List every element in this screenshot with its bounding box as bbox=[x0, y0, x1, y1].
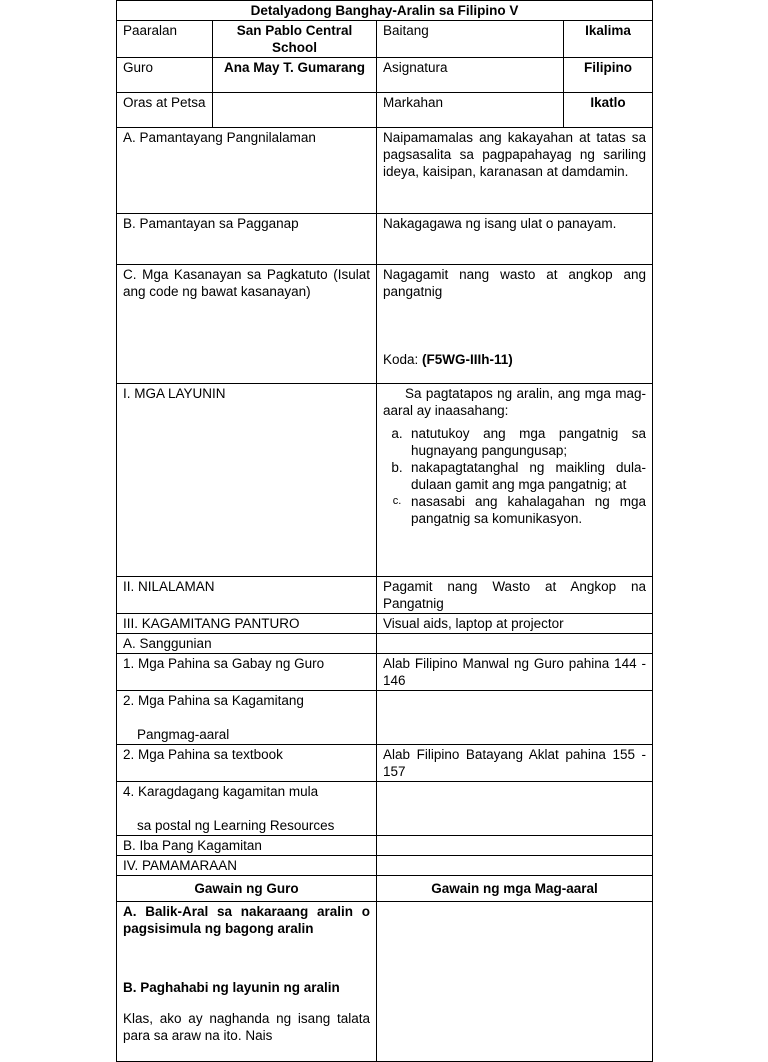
nilalaman-value: Pagamit nang Wasto at Angkop na Pangatnig bbox=[377, 577, 653, 614]
layunin-label: I. MGA LAYUNIN bbox=[117, 384, 377, 577]
layunin-cell bbox=[377, 384, 653, 577]
kagamitan-label: III. KAGAMITANG PANTURO bbox=[117, 614, 377, 634]
baitang-value: Ikalima bbox=[564, 21, 653, 58]
kasanayan-label: C. Mga Kasanayan sa Pagkatuto (Isulat ang code ng bawat kasanayan) bbox=[117, 265, 377, 384]
info-row-teacher bbox=[117, 58, 653, 93]
kagamitang-row bbox=[117, 691, 653, 745]
pagganap-value: Nakagagawa ng isang ulat o panayam. bbox=[377, 214, 653, 265]
balik-aral-heading: A. Balik-Aral sa nakaraang aralin o pagsisimula ng bagong aralin bbox=[123, 904, 370, 936]
gawain-header-row bbox=[117, 876, 653, 902]
info-row-time bbox=[117, 93, 653, 128]
paaralan-label: Paaralan bbox=[117, 21, 213, 58]
kagamitang-label-line2: Pangmag-aaral bbox=[137, 727, 230, 742]
klas-paragraph: Klas, ako ay naghanda ng isang talata para sa araw na ito. Nais bbox=[123, 1011, 370, 1043]
oras-value bbox=[213, 93, 377, 128]
markahan-value: Ikatlo bbox=[564, 93, 653, 128]
activity-guro-cell bbox=[117, 902, 377, 1062]
pamamaraan-row bbox=[117, 856, 653, 876]
asignatura-label: Asignatura bbox=[377, 58, 564, 93]
kasanayan-value: Nagagamit nang wasto at angkop ang pangatnig bbox=[383, 267, 647, 299]
kagamitang-label-line1: 2. Mga Pahina sa Kagamitang bbox=[123, 693, 304, 708]
pamantayang-row bbox=[117, 128, 653, 214]
activity-row bbox=[117, 902, 653, 1062]
pamantayang-value: Naipamamalas ang kakayahan at tatas sa pagsasalita sa pagpapahayag ng sariling ideya, kaisipan, karanasan at damdamin. bbox=[377, 128, 653, 214]
kagamitang-label bbox=[117, 691, 377, 745]
activity-magaaral-cell bbox=[377, 902, 653, 1062]
layunin-intro: Sa pagtatapos ng aralin, ang mga mag-aaral ay inaasahang: bbox=[383, 386, 647, 418]
pamantayang-label: A. Pamantayang Pangnilalaman bbox=[117, 128, 377, 214]
iba-row bbox=[117, 836, 653, 856]
sanggunian-row bbox=[117, 634, 653, 654]
kagamitan-value: Visual aids, laptop at projector bbox=[377, 614, 653, 634]
koda-line bbox=[383, 351, 646, 368]
karagdagan-label-line2: sa postal ng Learning Resources bbox=[137, 818, 335, 833]
paaralan-value: San Pablo Central School bbox=[213, 21, 377, 58]
iba-label: B. Iba Pang Kagamitan bbox=[117, 836, 377, 856]
list-text: nasasabi ang kahalagahan ng mga pangatnig sa komunikasyon. bbox=[411, 494, 647, 526]
nilalaman-row bbox=[117, 577, 653, 614]
list-marker: c. bbox=[392, 495, 402, 507]
list-item bbox=[383, 459, 646, 493]
layunin-row bbox=[117, 384, 653, 577]
paghahabi-heading: B. Paghahabi ng layunin ng aralin bbox=[123, 980, 340, 995]
markahan-label: Markahan bbox=[377, 93, 564, 128]
textbook-label: 2. Mga Pahina sa textbook bbox=[117, 745, 377, 782]
koda-label: Koda: bbox=[383, 352, 423, 367]
sanggunian-label: A. Sanggunian bbox=[117, 634, 377, 654]
list-text: natutukoy ang mga pangatnig sa hugnayang pangungusap; bbox=[411, 426, 647, 458]
karagdagan-row bbox=[117, 782, 653, 836]
kagamitan-row bbox=[117, 614, 653, 634]
list-text: nakapagtatanghal ng maikling dula-dulaan gamit ang mga pangatnig; at bbox=[411, 460, 647, 492]
gawain-magaaral-header: Gawain ng mga Mag-aaral bbox=[377, 876, 653, 902]
kasanayan-cell bbox=[377, 265, 653, 384]
guro-label: Guro bbox=[117, 58, 213, 93]
lesson-plan-document bbox=[116, 0, 652, 1062]
gawain-guro-header: Gawain ng Guro bbox=[117, 876, 377, 902]
textbook-row bbox=[117, 745, 653, 782]
pagganap-label: B. Pamantayan sa Pagganap bbox=[117, 214, 377, 265]
list-item bbox=[383, 425, 646, 459]
gabay-row bbox=[117, 654, 653, 691]
baitang-label: Baitang bbox=[377, 21, 564, 58]
nilalaman-label: II. NILALAMAN bbox=[117, 577, 377, 614]
gabay-label: 1. Mga Pahina sa Gabay ng Guro bbox=[117, 654, 377, 691]
koda-value: (F5WG-IIIh-11) bbox=[422, 352, 513, 367]
title-row bbox=[117, 1, 653, 21]
list-marker: a. bbox=[391, 426, 403, 441]
oras-label: Oras at Petsa bbox=[117, 93, 213, 128]
karagdagan-label bbox=[117, 782, 377, 836]
textbook-value: Alab Filipino Batayang Aklat pahina 155 - 157 bbox=[377, 745, 653, 782]
list-marker: b. bbox=[391, 460, 403, 475]
pamamaraan-label: IV. PAMAMARAAN bbox=[117, 856, 377, 876]
layunin-list bbox=[383, 425, 646, 527]
list-item bbox=[383, 493, 646, 527]
guro-value: Ana May T. Gumarang bbox=[213, 58, 377, 93]
document-title: Detalyadong Banghay-Aralin sa Filipino V bbox=[117, 1, 653, 21]
info-row-school bbox=[117, 21, 653, 58]
kasanayan-row bbox=[117, 265, 653, 384]
asignatura-value: Filipino bbox=[564, 58, 653, 93]
gabay-value: Alab Filipino Manwal ng Guro pahina 144 - 146 bbox=[377, 654, 653, 691]
lesson-plan-table bbox=[116, 0, 653, 1062]
karagdagan-label-line1: 4. Karagdagang kagamitan mula bbox=[123, 784, 319, 799]
pagganap-row bbox=[117, 214, 653, 265]
